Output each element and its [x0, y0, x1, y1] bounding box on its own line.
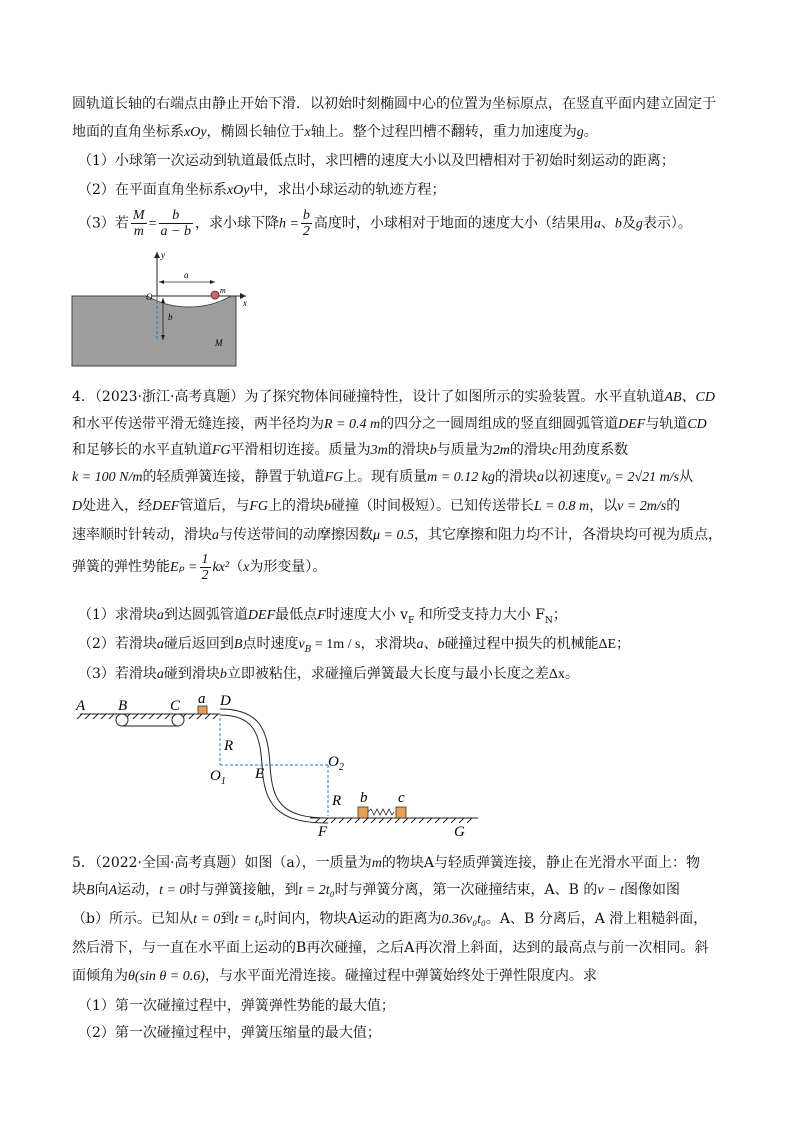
num: b — [159, 208, 193, 224]
p5-line2 — [72, 880, 680, 901]
math: t = 2t₀ — [298, 883, 335, 898]
text: ，以 — [589, 498, 618, 514]
math: m = 0.12 kg — [427, 470, 495, 485]
subscript: F — [408, 615, 415, 626]
b-arrow-top — [161, 298, 165, 303]
p5-line4 — [72, 938, 708, 958]
label-c: c — [398, 790, 405, 806]
label-E: E — [255, 766, 265, 782]
text: 与质量为 — [436, 442, 493, 458]
den: 2 — [201, 567, 209, 583]
p4-line4 — [72, 467, 693, 488]
text: （1）小球第一次运动到轨道最低点时，求凹槽的速度大小以及凹槽相对于初始时刻运动的距离； — [78, 153, 675, 169]
label-C: C — [170, 698, 181, 714]
text: 。 — [564, 666, 579, 682]
text: 和水平传送带平滑无缝连接，两半径均为 — [72, 416, 324, 432]
math: v — [298, 637, 305, 652]
p3-question-1 — [78, 151, 675, 171]
math: Δx — [548, 667, 565, 682]
text: 向 — [94, 882, 109, 898]
p5-question-2 — [78, 1023, 381, 1043]
math: x — [304, 125, 311, 140]
text: 的 — [666, 498, 681, 514]
text: 。 — [583, 124, 598, 140]
label-a: a — [198, 691, 206, 707]
p4-question-2 — [78, 634, 630, 660]
text: 地面的直角坐标系 — [72, 124, 184, 140]
math: FG — [212, 443, 231, 458]
O1-subscript: 1 — [220, 776, 226, 787]
text: 时间内，物块A运动的距离为 — [263, 911, 442, 927]
p4-question-3 — [78, 664, 579, 685]
p4-line3 — [72, 440, 628, 461]
text: ，椭圆长轴位于 — [206, 124, 305, 140]
fraction-half — [200, 552, 211, 583]
fraction-M-m — [131, 208, 147, 239]
conveyor-belt — [116, 714, 184, 726]
text: 5．（2022·全国·高考真题）如图（a），一质量为 — [72, 855, 372, 871]
label-O2 — [328, 754, 344, 773]
math: a — [156, 637, 164, 652]
math: m — [371, 856, 382, 871]
den: m — [133, 224, 144, 239]
ground-left — [77, 714, 220, 719]
math: A — [108, 883, 118, 898]
p3-question-2 — [78, 180, 445, 201]
text: 轴上。整个过程凹槽不翻转，重力加速度为 — [310, 124, 577, 140]
label-G: G — [454, 824, 465, 840]
math: a — [156, 667, 164, 682]
num: M — [132, 208, 145, 223]
math: 0.36v₀t₀ — [441, 912, 486, 927]
text: 4．（2023·浙江·高考真题）为了探究物体间碰撞特性，设计了如图所示的实验装置。水平直轨道 — [72, 389, 665, 405]
math: xOy — [184, 125, 207, 140]
text: 管道后，与 — [179, 498, 250, 514]
text: 的滑块 — [387, 442, 430, 458]
math: a — [156, 608, 164, 623]
p5-line5 — [72, 966, 597, 987]
num: b — [302, 208, 310, 223]
math: ΔE — [598, 637, 617, 652]
p3-question-3 — [78, 208, 692, 240]
p4-line7 — [72, 550, 326, 585]
text: （2）在平面直角坐标系 — [78, 182, 227, 198]
text: 与轨道 — [645, 416, 688, 432]
arc-pipe-outer — [220, 709, 328, 818]
label-B: B — [118, 698, 128, 714]
text: 面倾角为 — [72, 968, 128, 984]
text: 与传送带间的动摩擦因数 — [219, 527, 373, 543]
text: 时与弹簧分离，第一次碰撞结束，A、B 的 — [334, 882, 598, 898]
math: b — [219, 667, 227, 682]
fraction-b-amb — [159, 208, 193, 239]
text: 的滑块 — [494, 469, 537, 485]
label-x: x — [243, 298, 247, 308]
text: 圆轨道长轴的右端点由静止开始下滑．以初始时刻椭圆中心的位置为坐标原点，在竖直平面内建立固定于 — [72, 96, 716, 112]
math: t = 0 — [159, 883, 187, 898]
math: 2m — [492, 443, 510, 458]
a-arrow-right — [210, 280, 215, 284]
text: （ — [229, 559, 244, 575]
fraction-b-2 — [301, 208, 312, 239]
block-a — [198, 706, 207, 714]
label-O1 — [210, 768, 226, 787]
math: t = 0 — [192, 912, 221, 927]
math: x — [243, 560, 250, 575]
subscript: N — [544, 615, 553, 626]
text: 运动， — [117, 882, 160, 898]
math: = 1m / s — [311, 637, 361, 652]
text: 处进入，经 — [82, 498, 153, 514]
math: θ(sin θ = 0.6) — [128, 969, 205, 984]
a-arrow-left — [159, 280, 164, 284]
math: b — [429, 443, 437, 458]
text: 到达圆弧管道 — [163, 607, 248, 623]
math: a — [536, 470, 544, 485]
p5-line3 — [72, 909, 707, 930]
math: a — [593, 216, 601, 232]
math: FG — [249, 499, 269, 514]
math: t = t₀ — [234, 912, 264, 927]
p4-line5 — [72, 496, 680, 517]
math: D — [72, 499, 83, 514]
text: 的轻质弹簧连接，静置于轨道 — [142, 469, 325, 485]
p5-question-1 — [78, 996, 395, 1016]
math: k = 100 N/m — [72, 470, 143, 485]
text: 的滑块 — [509, 442, 552, 458]
text: 从 — [679, 469, 694, 485]
p4-question-1 — [78, 605, 567, 631]
text: 以初速度 — [543, 469, 600, 485]
math: v₀ = 2√21 m/s — [599, 470, 680, 485]
p3-line2 — [72, 122, 598, 143]
text: 最低点 — [275, 607, 318, 623]
p3-line1 — [72, 94, 716, 114]
math: g — [635, 216, 643, 232]
text: 为形变量）。 — [249, 559, 327, 575]
ball — [211, 291, 219, 299]
label-b: b — [168, 312, 173, 322]
label-F: F — [318, 824, 328, 840]
label-y: y — [161, 250, 165, 260]
text: 碰撞（时间极短）。已知传送带长 — [331, 498, 535, 514]
text: 和所受支持力大小 F — [414, 607, 545, 623]
text: 点时速度 — [242, 636, 299, 652]
text: （2）第一次碰撞过程中，弹簧压缩量的最大值； — [78, 1025, 381, 1041]
math: F — [317, 608, 326, 623]
text: ； — [552, 607, 567, 623]
text: 的物块A与轻质弹簧连接，静止在光滑水平面上：物 — [381, 855, 701, 871]
text: 表示）。 — [642, 215, 692, 232]
label-A: A — [76, 698, 86, 714]
p4-line2 — [72, 414, 707, 435]
text: 图像如图 — [623, 882, 680, 898]
text: 平滑相切连接。质量为 — [230, 442, 371, 458]
block-b — [358, 807, 368, 818]
label-M: M — [215, 338, 223, 348]
p4-line6 — [72, 525, 722, 546]
math: CD — [687, 417, 707, 432]
text: 、 — [600, 215, 615, 232]
text: ，其它摩擦和阻力均不计，各滑块均可视为质点， — [413, 527, 722, 543]
text: 上的滑块 — [268, 498, 325, 514]
label-b: b — [360, 790, 368, 806]
math: b — [614, 216, 622, 232]
math: b — [324, 499, 332, 514]
text: ； — [616, 636, 631, 652]
p4-line1 — [72, 387, 715, 408]
den: a − b — [160, 224, 191, 239]
text: 中，求出小球运动的轨迹方程； — [249, 182, 446, 198]
text: （3）若 — [78, 215, 129, 232]
text: 时速度大小 v — [325, 607, 409, 623]
O2-letter: O — [328, 754, 339, 770]
text: 弹簧的弹性势能 — [72, 559, 170, 575]
den: 2 — [302, 224, 310, 239]
math: B — [233, 637, 243, 652]
math: DEF — [152, 499, 180, 514]
text: 碰到滑块 — [163, 666, 220, 682]
text: 上。现有质量 — [343, 469, 428, 485]
math: kx² — [212, 560, 230, 575]
ground-right — [310, 818, 478, 823]
label-R1: R — [224, 738, 234, 754]
text: 用劲度系数 — [558, 442, 629, 458]
math: R = 0.4 m — [324, 417, 381, 432]
math: v − t — [597, 883, 624, 898]
text: 块 — [72, 882, 86, 898]
math: DEF — [618, 417, 646, 432]
math: L = 0.8 m — [534, 499, 590, 514]
math: v = 2m/s — [617, 499, 667, 514]
spring — [368, 809, 394, 815]
label-R2: R — [332, 793, 342, 809]
y-arrow — [154, 252, 160, 258]
text: 及 — [621, 215, 636, 232]
math: c — [551, 443, 559, 458]
text: （b）所示。已知从 — [72, 911, 193, 927]
O1-letter: O — [210, 768, 221, 784]
math: g — [576, 125, 584, 140]
p5-line1 — [72, 853, 700, 874]
label-D: D — [220, 693, 231, 709]
math: h = — [278, 216, 299, 232]
label-m: m — [220, 286, 226, 295]
text: 的四分之一圆周组成的竖直细圆弧管道 — [380, 416, 619, 432]
math: = — [148, 216, 157, 232]
math: DEF — [247, 608, 276, 623]
groove-figure — [60, 248, 270, 373]
text: 然后滑下，与一直在水平面上运动的B再次碰撞，之后A再次滑上斜面，达到的最高点与前一次相同。斜 — [72, 940, 709, 956]
text: 。A、B 分离后，A 滑上粗糙斜面， — [485, 911, 708, 927]
text: 高度时，小球相对于地面的速度大小（结果用 — [313, 215, 594, 232]
track-figure — [70, 690, 490, 840]
math: μ = 0.5 — [373, 528, 414, 543]
math: AB、CD — [664, 390, 715, 405]
math: FG — [324, 470, 344, 485]
math: B — [86, 883, 95, 898]
O2-subscript: 2 — [338, 762, 344, 773]
text: （2）若滑块 — [78, 636, 157, 652]
arc-pipe-inner — [220, 715, 328, 823]
math: a、b — [416, 637, 445, 652]
text: ，求滑块 — [360, 636, 417, 652]
math: Eₚ = — [170, 560, 198, 575]
text: ，与水平面光滑连接。碰撞过程中弹簧始终处于弹性限度内。求 — [204, 968, 597, 984]
text: 立即被粘住，求碰撞后弹簧最大长度与最小长度之差 — [226, 666, 549, 682]
text: 速率顺时针转动，滑块 — [72, 527, 212, 543]
text: （1）第一次碰撞过程中，弹簧弹性势能的最大值； — [78, 998, 395, 1014]
text: 时与弹簧接触，到 — [186, 882, 299, 898]
text: 碰后返回到 — [163, 636, 234, 652]
label-O: O — [146, 292, 153, 302]
text: （3）若滑块 — [78, 666, 157, 682]
text: （1）求滑块 — [78, 607, 157, 623]
label-a: a — [184, 270, 189, 280]
math: xOy — [226, 183, 250, 198]
text: ，求小球下降 — [194, 215, 279, 232]
text: 碰撞过程中损失的机械能 — [444, 636, 599, 652]
math: a — [212, 528, 219, 543]
groove-body — [72, 296, 236, 366]
text: 到 — [220, 911, 235, 927]
text: 和足够长的水平直轨道 — [72, 442, 212, 458]
math: 3m — [370, 443, 388, 458]
num: 1 — [201, 551, 209, 567]
subscript: B — [304, 644, 312, 655]
block-c — [396, 807, 406, 818]
